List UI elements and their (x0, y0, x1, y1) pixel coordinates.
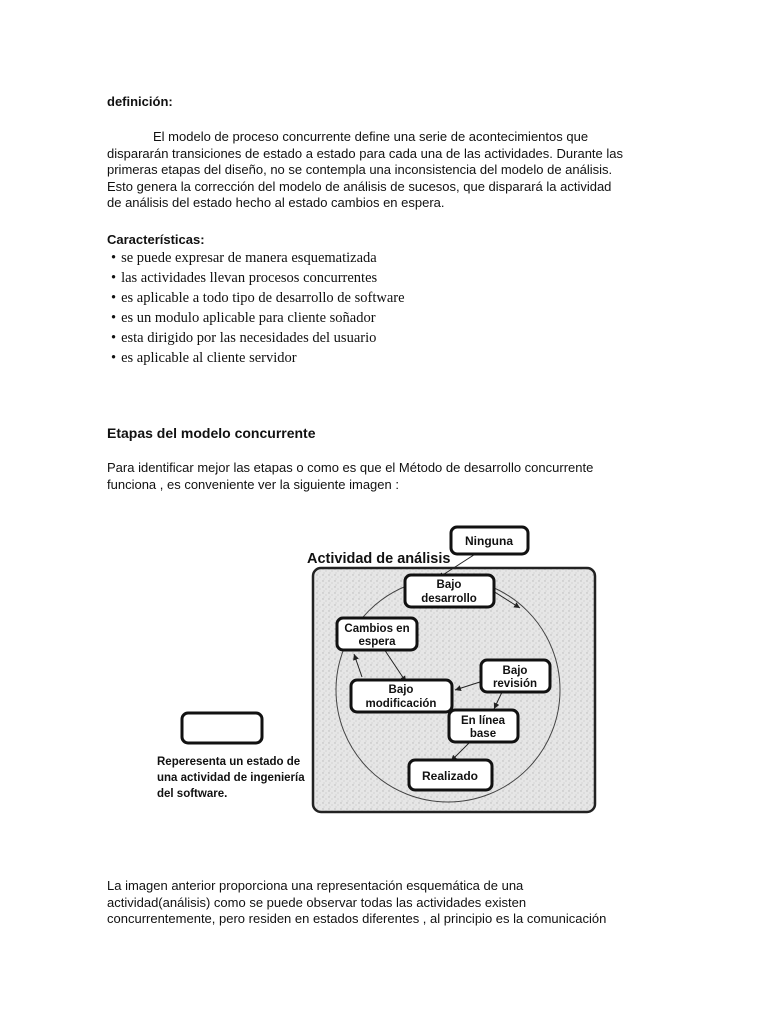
definicion-line: dispararán transiciones de estado a estado para cada una de las actividades. Durante las (107, 145, 623, 161)
definicion-line: de análisis del estado hecho al estado cambios en espera. (107, 195, 445, 210)
etapas-heading: Etapas del modelo concurrente (107, 425, 316, 441)
conclusion-paragraph (107, 878, 667, 928)
state-ninguna-label: Ninguna (465, 534, 513, 548)
legend-line: una actividad de ingeniería (157, 772, 305, 784)
state-cambios-espera-line2: espera (358, 636, 396, 648)
state-realizado-label: Realizado (421, 769, 479, 783)
conclusion-line: concurrentemente, pero residen en estados diferentes , al principio es la comunicación (107, 911, 607, 926)
definicion-line: El modelo de proceso concurrente define una serie de acontecimientos que (153, 129, 589, 144)
caracteristicas-heading: Características: (107, 232, 205, 247)
list-item: • se puede expresar de manera esquematizada (111, 248, 405, 268)
conclusion-line: actividad(análisis) como se puede observar todas las actividades existen (107, 894, 527, 910)
state-en-linea-base-line1: En línea (460, 715, 506, 727)
list-item: • es aplicable al cliente servidor (111, 348, 405, 368)
definicion-line: Esto genera la corrección del modelo de análisis de sucesos, que disparará la actividad (107, 178, 612, 194)
state-bajo-modificacion-line2: modificación (365, 698, 437, 710)
list-item: • es aplicable a todo tipo de desarrollo de software (111, 288, 405, 308)
legend-line: del software. (157, 788, 228, 800)
state-bajo-revision-line1: Bajo (502, 665, 528, 677)
state-bajo-desarrollo-line2: desarrollo (421, 593, 477, 605)
state-bajo-modificacion-line1: Bajo (388, 684, 414, 696)
list-item: • las actividades llevan procesos concurrentes (111, 268, 405, 288)
etapas-paragraph (107, 460, 667, 493)
caracteristicas-list (111, 248, 405, 368)
state-cambios-espera-line1: Cambios en (344, 623, 410, 635)
list-item: • es un modulo aplicable para cliente soñador (111, 308, 405, 328)
definicion-paragraph (107, 129, 667, 212)
legend-state-box (182, 713, 262, 743)
conclusion-line: La imagen anterior proporciona una representación esquemática de una (107, 878, 524, 893)
definicion-heading: definición: (107, 94, 173, 109)
etapas-line: Para identificar mejor las etapas o como es que el Método de desarrollo concurrente (107, 460, 594, 475)
legend-line: Reperesenta un estado de (157, 756, 301, 768)
diagram-svg (148, 520, 618, 820)
state-bajo-revision-line2: revisión (492, 678, 538, 690)
definicion-line: primeras etapas del diseño, no se contempla una inconsistencia del modelo de análisis. (107, 162, 613, 177)
etapas-line: funciona , es conveniente ver la siguiente imagen : (107, 476, 399, 492)
state-bajo-desarrollo-line1: Bajo (436, 579, 462, 591)
concurrent-model-diagram (148, 520, 618, 820)
state-en-linea-base-line2: base (469, 728, 497, 740)
diagram-title: Actividad de análisis (307, 551, 451, 567)
list-item: • esta dirigido por las necesidades del usuario (111, 328, 405, 348)
